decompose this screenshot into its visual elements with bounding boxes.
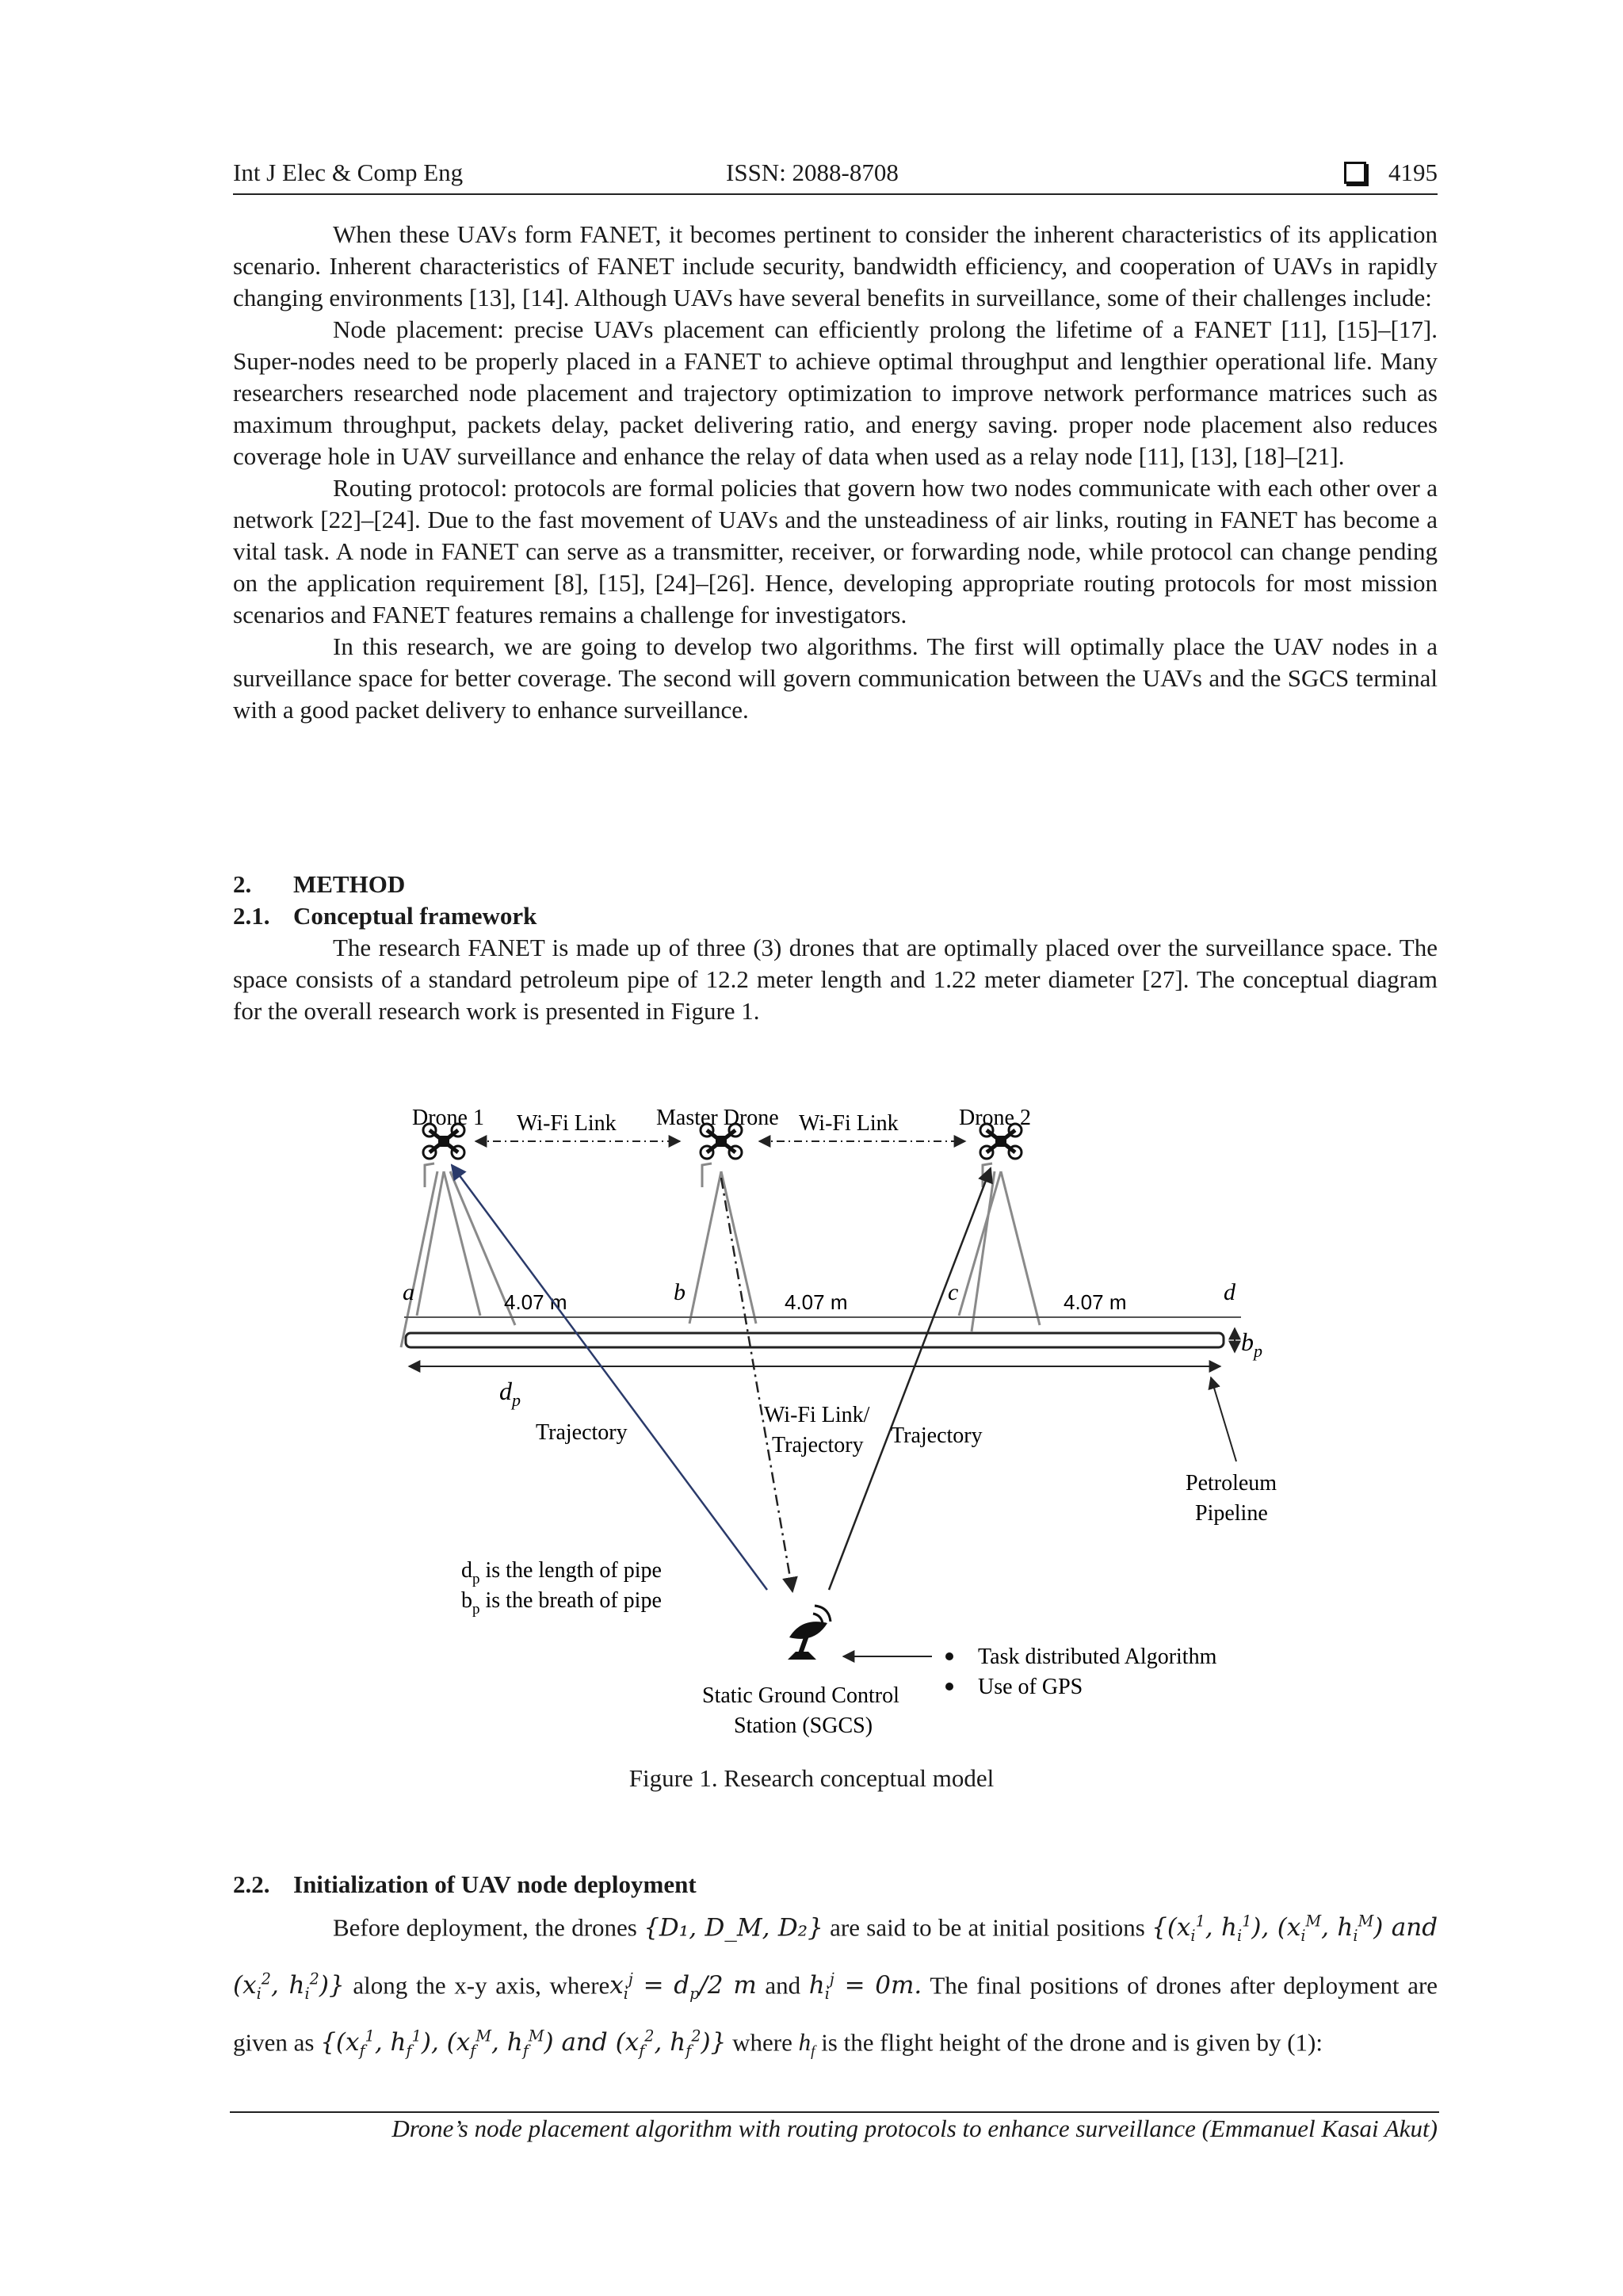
figure-1-diagram [0,1078,1623,1775]
journal-name: Int J Elec & Comp Eng [233,159,464,186]
paragraph-1: When these UAVs form FANET, it becomes pertinent to consider the inherent characteristics of its application scenario. Inherent characteristics of FANET include security, bandwidth efficiency, and cooperation of UAVs in rapidly changing environments [13], [14]. Although UAVs have several benefits in surveillance, some of their challenges include: [233,220,1438,311]
intro-text [233,219,1438,726]
section-2-2-text [233,1901,1438,2074]
master-drone-label: Master Drone [656,1106,779,1130]
trajectory-label-right: Trajectory [891,1423,983,1448]
bullet-dot [945,1683,953,1690]
drone-2-label: Drone 2 [959,1106,1031,1130]
pipeline-label-1: Petroleum [1186,1471,1277,1496]
pipeline-pointer [1211,1377,1236,1461]
page-number: 4195 [1388,159,1438,186]
point-b-label: b [674,1279,685,1305]
section-2-1-text [233,932,1438,1027]
distance-label-3: 4.07 m [1064,1290,1127,1314]
bullet-task-distributed: Task distributed Algorithm [978,1645,1217,1669]
wifi-trajectory-line-master [721,1178,792,1591]
camera-icon [425,1163,434,1187]
legend-bp: $b_p$ is the breath of pipe [461,1588,662,1618]
dp-label: $d_p$ [499,1377,521,1410]
running-header [233,155,1438,195]
point-c-label: c [948,1279,959,1305]
section-2-1-heading: 2.1. Conceptual framework [233,902,537,930]
figure-caption: Figure 1. Research conceptual model [628,1764,995,1792]
paragraph-3: Routing protocol: protocols are formal policies that govern how two nodes communicate with each other over a network [22]–[24]. Due to the fast movement of UAVs and the unsteadiness of air links, routing in FANET has become a vital task. A node in FANET can serve as a transmitter, receiver, or forwarding node, while protocol can change pending on the application requirement [8], [15], [24]–[26]. Hence, developing appropriate routing protocols for most mission scenarios and FANET features remains a challenge for investigators. [233,474,1438,628]
sgcs-label-1: Static Ground Control [702,1683,899,1708]
bullet-dot [945,1652,953,1660]
bp-label: $b_p$ [1241,1328,1262,1361]
issn: ISSN: 2088-8708 [726,159,899,186]
wifi-link-label-right: Wi-Fi Link [799,1111,899,1136]
paragraph-5: The research FANET is made up of three (3) drones that are optimally placed over the surveillance space. The space consists of a standard petroleum pipe of 12.2 meter length and 1.22 meter diameter [27]. The conceptual diagram for the overall research work is presented in Figure 1. [233,934,1438,1025]
footer-rule [230,2111,1439,2113]
wifi-trajectory-label-2: Trajectory [772,1433,864,1457]
running-footer: Drone’s node placement algorithm with routing protocols to enhance surveillance (Emmanuel Kasai Akut) [391,2115,1438,2142]
wifi-trajectory-label-1: Wi-Fi Link/ [764,1403,870,1427]
distance-label-1: 4.07 m [504,1290,567,1314]
square-icon [1344,162,1366,184]
section-2-heading: 2. METHOD [233,870,406,898]
point-a-label: a [403,1279,414,1305]
paragraph-6: Before deployment, the drones {D₁, D_M, D₂} are said to be at initial positions {($x_i^1$, $h_i^1$), ($x_i^M$, $h_i^M$) and ($x_i^2$, $h_i^2$)} along the x-y axis, wherex$_i^j$ = $d_p/2$ m and $h_i^j = 0m$. The final positions of drones after deployment are given as {($x_f^1$, $h_f^1$), ($x_f^M$, $h_f^M$) and ($x_f^2$, $h_f^2$)} where $h_f$ is the flight height of the drone and is given by (1): [233,1912,1438,2061]
camera-icon [702,1163,712,1187]
wifi-link-label-left: Wi-Fi Link [517,1111,617,1136]
sgcs-label-2: Station (SGCS) [734,1713,873,1738]
section-2-2-heading: 2.2. Initialization of UAV node deployment [233,1870,697,1898]
satellite-dish-icon [788,1606,831,1660]
coverage-cones [401,1171,1040,1347]
pipeline-label-2: Pipeline [1195,1501,1268,1526]
bullet-gps: Use of GPS [978,1675,1083,1699]
paragraph-4: In this research, we are going to develop two algorithms. The first will optimally place the UAV nodes in a surveillance space for better coverage. The second will govern communication between the UAVs and the SGCS terminal with a good packet delivery to enhance surveillance. [233,632,1438,724]
drone-1-label: Drone 1 [412,1106,484,1130]
petroleum-pipe [406,1333,1224,1347]
distance-label-2: 4.07 m [785,1290,848,1314]
trajectory-line-drone-2 [829,1168,991,1590]
trajectory-label-left: Trajectory [536,1420,628,1445]
paragraph-2: Node placement: precise UAVs placement can efficiently prolong the lifetime of a FANET [11], [15]–[17]. Super-nodes need to be properly placed in a FANET to achieve optimal throughput and lengthier operational life. Many researchers researched node placement and trajectory optimization to improve network performance matrices such as maximum throughput, packets delay, packet delivering ratio, and energy saving. proper node placement also reduces coverage hole in UAV surveillance and enhance the relay of data when used as a relay node [11], [13], [18]–[21]. [233,315,1438,470]
legend-dp: $d_p$ is the length of pipe [461,1558,662,1587]
point-d-label: d [1224,1279,1235,1305]
